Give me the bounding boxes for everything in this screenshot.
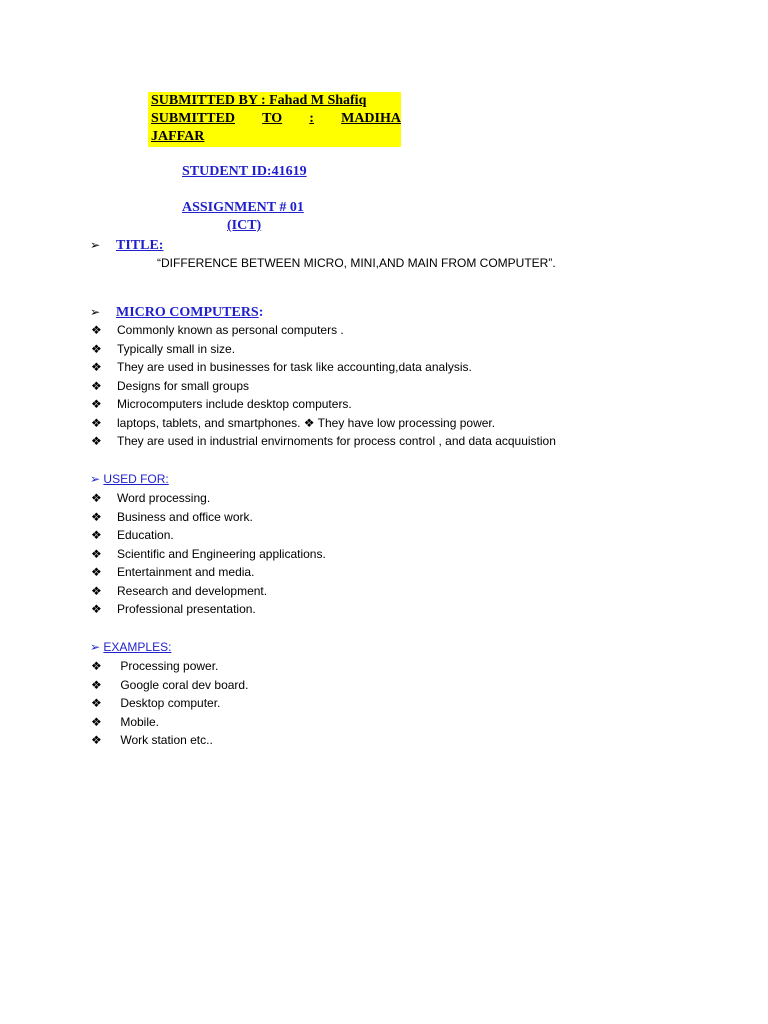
diamond-bullet-icon: ❖ [91,546,102,561]
micro-label-colon: : [258,305,264,320]
list-item [91,377,556,396]
list-item-text: Google coral dev board. [117,677,249,692]
diamond-bullet-icon: ❖ [91,323,102,337]
arrow-icon: ➢ [90,305,101,319]
used-for-list [91,489,326,619]
title-heading [90,235,163,255]
list-item-text: Commonly known as personal computers . [117,323,344,337]
list-item [91,657,248,676]
list-item [91,713,248,732]
title-label: TITLE: [116,238,164,253]
examples-heading [90,638,171,656]
list-item [91,432,556,451]
list-item-text: Professional presentation. [117,602,256,616]
diamond-bullet-icon: ❖ [91,360,102,374]
list-item [91,340,556,359]
list-item-text: Processing power. [117,659,219,673]
list-item-text: Mobile. [117,714,160,729]
micro-label: MICRO COMPUTERS [116,305,259,320]
diamond-bullet-icon: ❖ [91,397,102,411]
list-item [91,414,556,433]
list-item-text: Business and office work. [117,509,253,524]
list-item [91,676,248,695]
examples-label: EXAMPLES: [103,640,172,654]
list-item-text: Typically small in size. [117,341,236,356]
list-item-text: Scientific and Engineering applications. [117,546,326,561]
submitted-to-name-cont: JAFFAR [151,129,205,144]
list-item-text: Word processing. [117,491,211,505]
student-id: STUDENT ID:41619 [182,164,307,179]
list-item [91,545,326,564]
diamond-bullet-icon: ❖ [91,415,102,430]
list-item [91,395,556,414]
used-for-heading [90,470,169,488]
list-item-text: Microcomputers include desktop computers. [117,397,352,411]
list-item [91,321,556,340]
list-item-text: Work station etc.. [117,733,213,747]
list-item [91,600,326,619]
list-item-text: They are used in businesses for task like accounting,data analysis. [117,360,472,374]
arrow-icon: ➢ [90,640,101,654]
used-for-label: USED FOR: [103,472,169,486]
diamond-bullet-icon: ❖ [91,659,102,673]
list-item [91,508,326,527]
list-item [91,489,326,508]
list-item-text: They are used in industrial envirnoments for process control , and data acquuistion [117,434,556,448]
list-item-text: Entertainment and media. [117,565,255,579]
diamond-bullet-icon: ❖ [91,696,102,710]
diamond-bullet-icon: ❖ [91,677,102,692]
micro-list [91,321,556,451]
diamond-bullet-icon: ❖ [91,378,102,393]
diamond-bullet-icon: ❖ [91,583,102,598]
examples-list [91,657,248,750]
diamond-bullet-icon: ❖ [91,602,102,616]
submitted-to-name: MADIHA [341,111,401,126]
diamond-bullet-icon: ❖ [91,509,102,524]
arrow-icon: ➢ [90,472,101,486]
submitted-to-word: TO [262,111,283,126]
list-item-text: Education. [117,528,174,542]
list-item-text: laptops, tablets, and smartphones. ❖ They have low processing power. [117,415,496,430]
list-item [91,526,326,545]
list-item-text: Research and development. [117,583,268,598]
diamond-bullet-icon: ❖ [91,434,102,448]
diamond-bullet-icon: ❖ [91,491,102,505]
list-item [91,358,556,377]
diamond-bullet-icon: ❖ [91,733,102,747]
submitted-to-colon: : [309,111,314,126]
micro-heading [90,302,263,322]
diamond-bullet-icon: ❖ [91,714,102,729]
diamond-bullet-icon: ❖ [91,565,102,579]
submitted-by-line: SUBMITTED BY : Fahad M Shafiq [151,93,367,108]
submitted-to-label: SUBMITTED [151,111,236,126]
submitted-to-line [151,110,401,128]
list-item-text: Desktop computer. [117,696,221,710]
list-item [91,582,326,601]
diamond-bullet-icon: ❖ [91,528,102,542]
assignment-number: ASSIGNMENT # 01 [182,200,304,215]
list-item [91,731,248,750]
diamond-bullet-icon: ❖ [91,341,102,356]
list-item [91,563,326,582]
list-item-text: Designs for small groups [117,378,250,393]
arrow-icon: ➢ [90,238,101,252]
title-text: “DIFFERENCE BETWEEN MICRO, MINI,AND MAIN FROM COMPUTER”. [157,256,556,270]
list-item [91,694,248,713]
course-name: (ICT) [227,218,262,233]
